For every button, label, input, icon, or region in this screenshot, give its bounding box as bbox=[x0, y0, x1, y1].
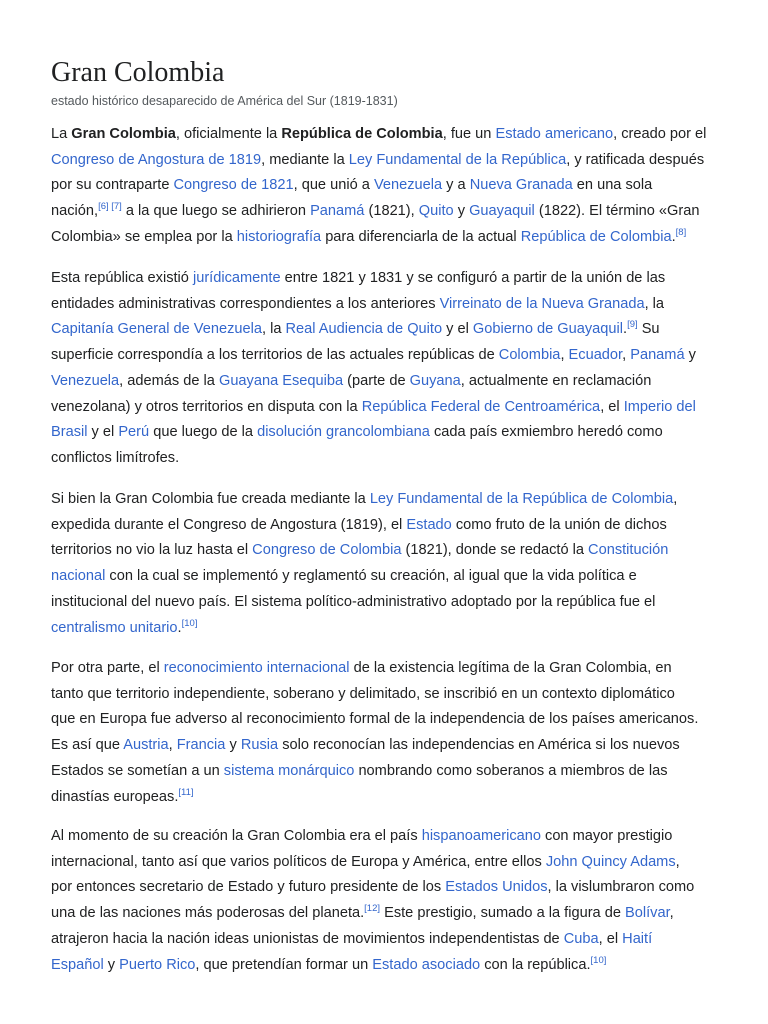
body-text: Si bien la Gran Colombia fue creada mediante la bbox=[51, 491, 370, 507]
paragraph-3-line bbox=[51, 489, 677, 509]
body-text: , y ratificada después bbox=[566, 151, 705, 168]
paragraph-2-line bbox=[51, 371, 651, 391]
wiki-link[interactable]: Congreso de 1821 bbox=[173, 177, 294, 194]
wiki-link[interactable]: Haití bbox=[622, 930, 653, 947]
wiki-link[interactable]: nacional bbox=[51, 568, 106, 585]
body-text: (parte de bbox=[343, 372, 410, 389]
body-text: y el bbox=[87, 424, 119, 441]
paragraph-4-line bbox=[51, 658, 672, 678]
body-text: , oficialmente la bbox=[175, 126, 282, 142]
body-text: . bbox=[177, 619, 182, 636]
wiki-link[interactable]: Real Audiencia de Quito bbox=[285, 321, 443, 338]
wiki-link[interactable]: John Quincy Adams bbox=[545, 853, 676, 870]
wiki-link[interactable]: Bolívar bbox=[625, 905, 670, 922]
body-text: , bbox=[673, 491, 678, 507]
wiki-link[interactable]: Venezuela bbox=[51, 372, 120, 389]
wiki-link[interactable]: hispanoamericano bbox=[421, 828, 541, 844]
paragraph-4-line bbox=[51, 761, 668, 781]
body-text: , la bbox=[261, 321, 286, 338]
wiki-link[interactable]: Gobierno de Guayaquil bbox=[472, 321, 624, 338]
wiki-link[interactable]: Guyana bbox=[409, 372, 461, 389]
body-text: (1822). El término «Gran bbox=[534, 203, 700, 220]
body-text: nación, bbox=[51, 203, 99, 220]
citation-ref[interactable]: [10] bbox=[590, 954, 607, 966]
body-text: , el bbox=[600, 398, 624, 415]
body-text: , bbox=[669, 905, 674, 922]
body-text: , mediante la bbox=[261, 151, 349, 168]
body-text: dinastías europeas. bbox=[51, 788, 179, 805]
body-text: y bbox=[453, 203, 470, 220]
body-text: entre 1821 y 1831 y se configuró a partir de la unión de las bbox=[280, 270, 666, 286]
body-text: y a bbox=[442, 177, 470, 194]
wiki-link[interactable]: Puerto Rico bbox=[119, 956, 196, 973]
body-text: Esta república existió bbox=[51, 270, 193, 286]
body-text: solo reconocían las independencias en América si los nuevos bbox=[278, 737, 680, 754]
paragraph-5-line bbox=[51, 903, 674, 923]
citation-ref[interactable]: [9] bbox=[627, 319, 638, 331]
paragraph-4-line bbox=[51, 787, 194, 807]
body-text: Su bbox=[637, 321, 660, 338]
wiki-link[interactable]: historiografía bbox=[236, 228, 322, 245]
wiki-link[interactable]: Congreso de Angostura de 1819 bbox=[51, 151, 262, 168]
wiki-link[interactable]: Congreso de Colombia bbox=[252, 542, 402, 559]
wiki-link[interactable]: Venezuela bbox=[373, 177, 443, 194]
wiki-link[interactable]: disolución grancolombiana bbox=[257, 424, 430, 441]
citation-ref[interactable]: [8] bbox=[675, 226, 687, 238]
paragraph-5-line bbox=[51, 826, 672, 846]
body-text: nombrando como soberanos a miembros de las bbox=[354, 762, 668, 779]
paragraph-1-line bbox=[51, 150, 704, 170]
body-text: y bbox=[225, 737, 241, 754]
wiki-link[interactable]: Francia bbox=[176, 737, 226, 754]
body-text: , fue un bbox=[442, 126, 496, 142]
body-text: Este prestigio, sumado a la figura de bbox=[380, 905, 626, 922]
body-text: atrajeron hacia la nación ideas unionistas de movimientos independentistas de bbox=[51, 930, 564, 947]
wiki-link[interactable]: Colombia bbox=[498, 347, 561, 364]
paragraph-5-line bbox=[51, 877, 694, 897]
paragraph-5-line bbox=[51, 955, 606, 975]
paragraph-3-line bbox=[51, 540, 668, 560]
body-text: internacional, tanto así que varios políticos de Europa y América, entre ellos bbox=[51, 853, 546, 870]
body-text: expedida durante el Congreso de Angostura (1819), el bbox=[51, 516, 407, 533]
wiki-link[interactable]: sistema monárquico bbox=[223, 762, 355, 779]
body-text: que luego de la bbox=[149, 424, 258, 441]
body-text: por su contraparte bbox=[51, 177, 174, 194]
body-text: Colombia» se emplea por la bbox=[51, 228, 237, 245]
wiki-link[interactable]: Imperio del bbox=[623, 398, 696, 415]
wiki-link[interactable]: Brasil bbox=[51, 424, 88, 441]
paragraph-2-line bbox=[51, 268, 665, 288]
wiki-link[interactable]: Ecuador bbox=[568, 347, 623, 364]
wiki-link[interactable]: Constitución bbox=[588, 542, 669, 559]
body-text: Es así que bbox=[51, 737, 124, 754]
paragraph-2-line bbox=[51, 345, 696, 365]
body-text: , actualmente en reclamación bbox=[460, 372, 652, 389]
body-text: , bbox=[675, 853, 680, 870]
bold-term: República de Colombia bbox=[281, 126, 443, 142]
body-text: , que pretendían formar un bbox=[195, 956, 373, 973]
body-text: Estados se sometían a un bbox=[51, 762, 224, 779]
body-text: como fruto de la unión de dichos bbox=[451, 516, 667, 533]
body-text: , bbox=[560, 347, 569, 364]
body-text: con la república. bbox=[480, 956, 591, 973]
paragraph-1-line bbox=[51, 175, 652, 195]
citation-ref[interactable]: [7] bbox=[108, 201, 122, 213]
wiki-link[interactable]: Ley Fundamental de la República bbox=[348, 151, 567, 168]
paragraph-1-line bbox=[51, 201, 699, 221]
paragraph-3-line bbox=[51, 515, 667, 535]
paragraph-2-line bbox=[51, 422, 663, 442]
bold-term: Gran Colombia bbox=[71, 126, 176, 142]
wiki-link[interactable]: jurídicamente bbox=[192, 270, 281, 286]
wiki-link[interactable]: Nueva Granada bbox=[469, 177, 573, 194]
body-text: superficie correspondía a los territorios de las actuales repúblicas de bbox=[51, 347, 499, 364]
wiki-link[interactable]: Panamá bbox=[630, 347, 685, 364]
paragraph-1-line bbox=[51, 124, 706, 144]
body-text: en una sola bbox=[572, 177, 653, 194]
wiki-link[interactable]: Ley Fundamental de la República de Colombia bbox=[369, 491, 674, 507]
wiki-link[interactable]: Austria bbox=[123, 737, 169, 754]
wiki-link[interactable]: Panamá bbox=[310, 203, 365, 220]
body-text: , la bbox=[644, 295, 665, 312]
paragraph-2-line bbox=[51, 448, 179, 468]
wiki-link[interactable]: Cuba bbox=[563, 930, 599, 947]
body-text: venezolana) y otros territorios en disputa con la bbox=[51, 398, 362, 415]
body-text: de la existencia legítima de la Gran Colombia, en bbox=[349, 660, 672, 676]
wiki-link[interactable]: Virreinato de la Nueva Granada bbox=[439, 295, 645, 312]
body-text: , además de la bbox=[119, 372, 219, 389]
body-text: , bbox=[168, 737, 177, 754]
body-text: Por otra parte, el bbox=[51, 660, 164, 676]
body-text: con la cual se implementó y reglamentó su creación, al igual que la vida política e bbox=[105, 568, 637, 585]
page-title: Gran Colombia bbox=[51, 57, 225, 88]
body-text: tanto que territorio independiente, soberano y delimitado, se inscribió en un contexto diplomático bbox=[51, 685, 675, 702]
body-text: por entonces secretario de Estado y futuro presidente de los bbox=[51, 879, 446, 896]
paragraph-1-line bbox=[51, 227, 686, 247]
wiki-link[interactable]: Guayana Esequiba bbox=[218, 372, 344, 389]
wiki-link[interactable]: Capitanía General de Venezuela bbox=[51, 321, 262, 338]
body-text: . bbox=[671, 228, 676, 245]
body-text: (1821), donde se redactó la bbox=[401, 542, 589, 559]
paragraph-5-line bbox=[51, 929, 652, 949]
body-text: que en Europa fue adverso al reconocimiento formal de la independencia de los países americanos. bbox=[51, 711, 699, 728]
wiki-link[interactable]: Estado americano bbox=[495, 126, 614, 142]
body-text: . bbox=[623, 321, 628, 338]
paragraph-4-line bbox=[51, 709, 698, 729]
body-text: conflictos limítrofes. bbox=[51, 449, 180, 466]
page-subtitle: estado histórico desaparecido de América del Sur (1819-1831) bbox=[51, 94, 398, 108]
wiki-link[interactable]: República Federal de Centroamérica bbox=[361, 398, 601, 415]
paragraph-5-line bbox=[51, 852, 680, 872]
wiki-link[interactable]: Perú bbox=[118, 424, 150, 441]
citation-ref[interactable]: [6] bbox=[98, 201, 109, 213]
citation-ref[interactable]: [11] bbox=[178, 786, 194, 798]
wiki-link[interactable]: centralismo unitario bbox=[51, 619, 178, 636]
paragraph-2-line bbox=[51, 319, 660, 339]
paragraph-2-line bbox=[51, 397, 696, 417]
wiki-link[interactable]: Estado asociado bbox=[372, 956, 481, 973]
wiki-link[interactable]: reconocimiento internacional bbox=[163, 660, 350, 676]
citation-ref[interactable]: [12] bbox=[364, 903, 381, 915]
paragraph-3-line bbox=[51, 592, 655, 612]
paragraph-4-line bbox=[51, 684, 675, 704]
paragraph-3-line bbox=[51, 566, 637, 586]
wiki-link[interactable]: Quito bbox=[418, 203, 454, 220]
wiki-link[interactable]: Estado bbox=[406, 516, 452, 533]
paragraph-3-line bbox=[51, 618, 197, 638]
body-text: , que unió a bbox=[293, 177, 374, 194]
body-text: , creado por el bbox=[613, 126, 707, 142]
body-text: , el bbox=[598, 930, 623, 947]
wiki-link[interactable]: Rusia bbox=[240, 737, 279, 754]
body-text: y el bbox=[442, 321, 473, 338]
paragraph-4-line bbox=[51, 735, 680, 755]
body-text: una de las naciones más poderosas del planeta. bbox=[51, 905, 365, 922]
body-text: cada país exmiembro heredó como bbox=[429, 424, 663, 441]
paragraph-2-line bbox=[51, 294, 664, 314]
citation-ref[interactable]: [10] bbox=[181, 617, 198, 629]
body-text: Al momento de su creación la Gran Colombia era el país bbox=[51, 828, 422, 844]
wiki-link[interactable]: República de Colombia bbox=[520, 228, 672, 245]
wiki-link[interactable]: Estados Unidos bbox=[445, 879, 548, 896]
body-text: y bbox=[684, 347, 696, 364]
wiki-link[interactable]: Guayaquil bbox=[469, 203, 535, 220]
body-text: , la vislumbraron como bbox=[547, 879, 695, 896]
body-text: , bbox=[622, 347, 631, 364]
body-text: (1821), bbox=[364, 203, 419, 220]
body-text: a la que luego se adhirieron bbox=[121, 203, 311, 220]
body-text: institucional del nuevo país. El sistema político-administrativo adoptado por la república fue el bbox=[51, 593, 656, 610]
wiki-link[interactable]: Español bbox=[51, 956, 104, 973]
body-text: para diferenciarla de la actual bbox=[321, 228, 521, 245]
body-text: con mayor prestigio bbox=[540, 828, 673, 844]
body-text: y bbox=[103, 956, 120, 973]
body-text: La bbox=[51, 126, 72, 142]
body-text: entidades administrativas correspondientes a los anteriores bbox=[51, 295, 440, 312]
body-text: territorios no vio la luz hasta el bbox=[51, 542, 253, 559]
